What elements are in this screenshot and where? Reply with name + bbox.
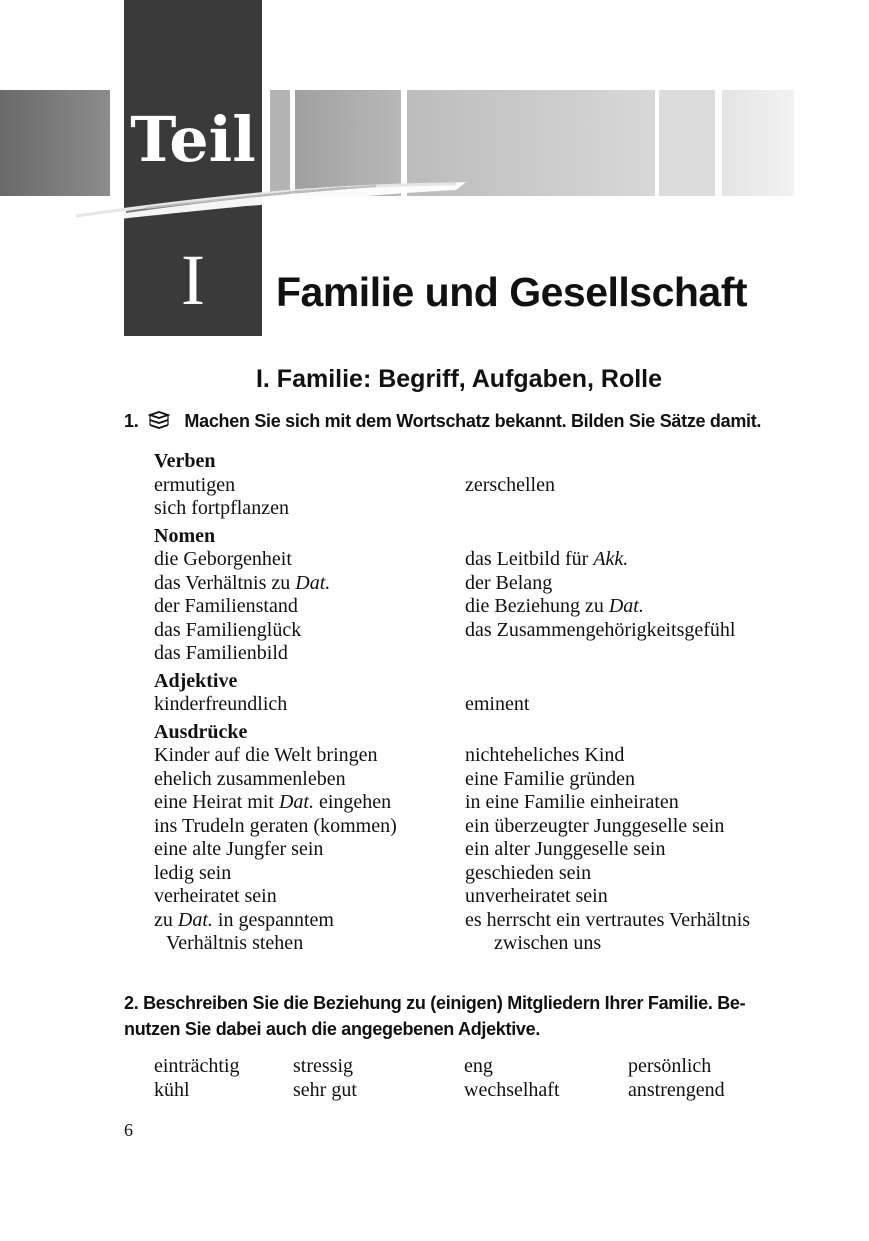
vocab-term: das Familienbild [154,642,288,664]
vocab-row [154,642,814,666]
category-heading-adjektive: Adjektive [154,669,238,692]
vocab-term: es herrscht ein vertrautes Verhältnis [465,908,751,931]
vocab-term: das Familienglück [154,618,302,641]
vocab-term: der Belang [465,571,553,594]
vocab-term: ermutigen [154,473,236,496]
section-title: I. Familie: Begriff, Aufgaben, Rolle [255,365,663,393]
vocab-term: das Zusammengehörigkeitsgefühl [465,618,736,641]
vocab-row [154,497,814,521]
vocab-term: in eine Familie einheiraten [465,791,679,813]
vocab-row [154,619,814,643]
vocab-row [154,885,814,909]
header-band-segment [722,90,794,196]
vocabulary-list [154,450,814,956]
part-label: Teil [130,103,256,176]
vocab-row [154,862,814,886]
vocab-term: der Familienstand [154,595,298,617]
adjective: einträchtig [154,1055,240,1077]
vocab-term: ein alter Junggeselle sein [465,838,666,860]
vocab-term: unverheiratet sein [465,885,608,907]
vocab-term: ein überzeugter Junggeselle sein [465,814,725,837]
adjective: eng [464,1055,493,1077]
vocab-term: kinderfreundlich [154,693,288,715]
vocab-term: zwischen uns [494,932,602,954]
vocab-term: geschieden sein [465,861,592,884]
vocab-term: zerschellen [465,473,555,496]
vocab-term: zu Dat. in gespanntem [154,908,334,931]
vocab-term: eine Familie gründen [465,767,635,790]
vocab-term: die Geborgenheit [154,548,292,570]
vocab-term: eminent [465,693,530,715]
vocab-term: die Beziehung zu Dat. [465,595,644,617]
exercise-2-line: nutzen Sie dabei auch die angegebenen Adjektive. [124,1019,541,1039]
vocab-row [154,815,814,839]
exercise-2-instruction [124,990,804,1042]
brush-stroke-decoration [46,172,476,228]
vocab-term: sich fortpflanzen [154,497,289,519]
vocab-term: das Verhältnis zu Dat. [154,571,331,594]
adjective-row [154,1055,788,1079]
adjective: kühl [154,1078,190,1101]
adjective: persönlich [628,1055,712,1077]
category-heading-verben: Verben [154,450,216,472]
vocab-row [154,474,814,498]
vocab-term: eine Heirat mit Dat. eingehen [154,791,392,813]
book-stack-icon [148,411,170,431]
adjective-row [154,1079,788,1103]
adjective: stressig [293,1055,353,1077]
vocab-row [154,744,814,768]
vocab-row [154,768,814,792]
part-number: I [181,240,205,320]
adjective: wechselhaft [464,1078,560,1101]
category-heading-nomen: Nomen [154,524,216,547]
adjective: sehr gut [293,1078,357,1101]
adjective-list [154,1055,788,1102]
exercise-2-line: 2. Beschreiben Sie die Beziehung zu (einigen) Mitgliedern Ihrer Familie. Be- [124,993,746,1013]
vocab-term: nichteheliches Kind [465,744,625,766]
page-number: 6 [124,1120,133,1140]
vocab-term: das Leitbild für Akk. [465,548,629,570]
vocab-row [154,548,814,572]
vocab-term: Verhältnis stehen [166,932,304,954]
exercise-1-text: Machen Sie sich mit dem Wortschatz bekannt. Bilden Sie Sätze damit. [184,411,762,431]
vocab-term: ehelich zusammenleben [154,767,346,790]
exercise-1-instruction [124,408,761,434]
vocab-row [154,595,814,619]
adjective: anstrengend [628,1078,725,1101]
vocab-row [154,838,814,862]
vocab-row [154,909,814,933]
header-band-segment [659,90,715,196]
vocab-term: verheiratet sein [154,885,277,907]
vocab-row [154,791,814,815]
vocab-term: ledig sein [154,861,232,884]
vocab-row [154,572,814,596]
vocab-row [154,693,814,717]
vocab-term: eine alte Jungfer sein [154,838,324,860]
vocab-term: Kinder auf die Welt bringen [154,744,378,766]
chapter-title: Familie und Gesellschaft [276,269,748,315]
vocab-term: ins Trudeln geraten (kommen) [154,814,397,837]
vocab-term [465,497,814,521]
vocab-row [154,932,814,956]
category-heading-ausdruecke: Ausdrücke [154,720,248,743]
exercise-number: 1. [124,411,139,431]
